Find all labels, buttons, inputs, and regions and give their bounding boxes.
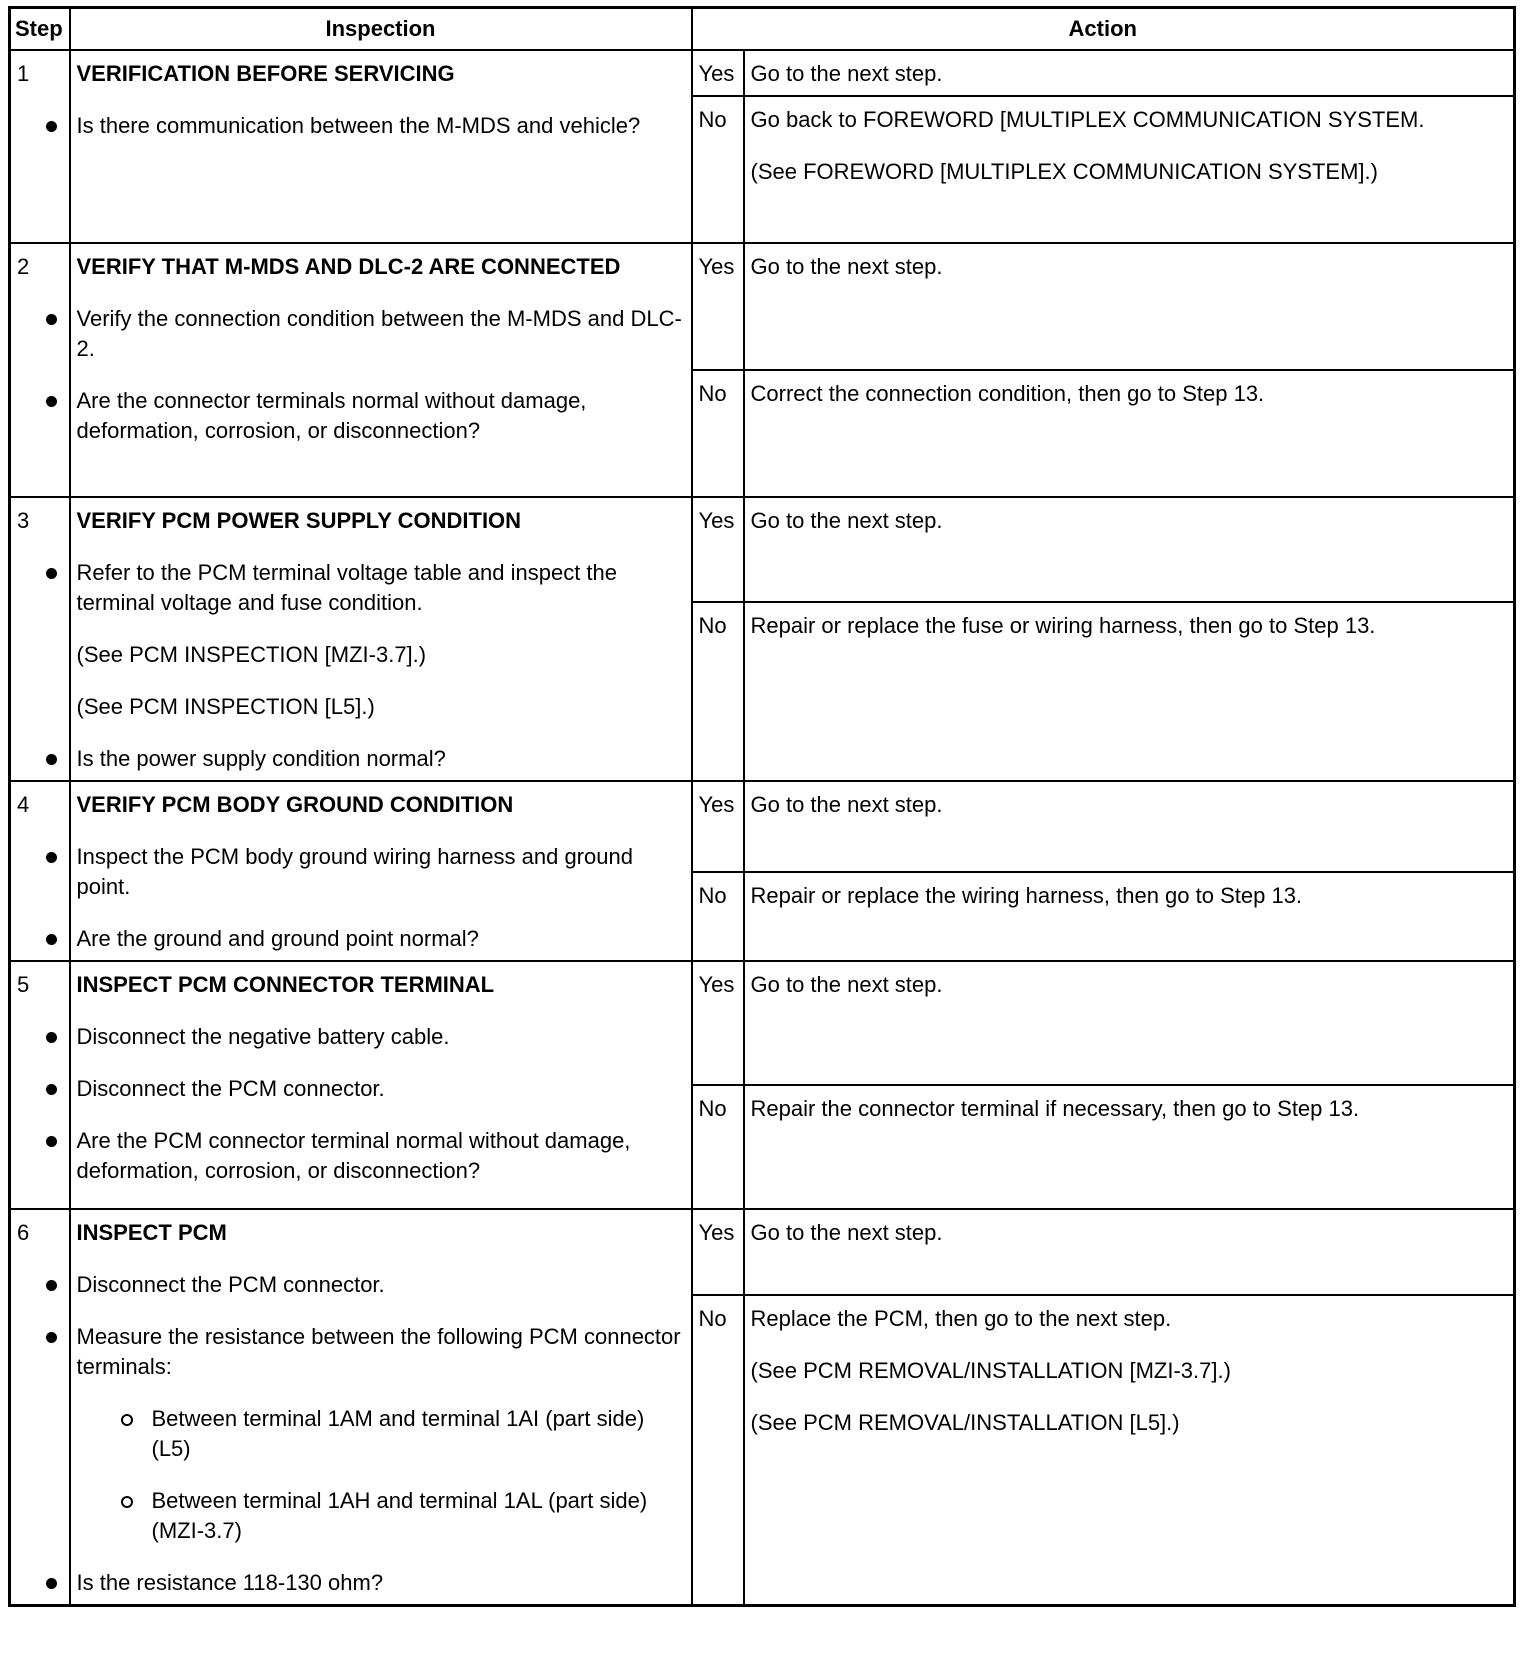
inspection-cell	[70, 781, 692, 961]
table-row	[10, 1209, 1515, 1295]
yes-label: Yes	[692, 1209, 744, 1295]
yes-label: Yes	[692, 781, 744, 872]
yes-action-cell	[744, 961, 1515, 1085]
table-row	[10, 50, 1515, 96]
inspection-bullet-item: Inspect the PCM body ground wiring harness and ground point.	[77, 842, 685, 902]
table-row	[10, 781, 1515, 872]
inspection-bullet-item: Is there communication between the M-MDS and vehicle?	[77, 111, 685, 141]
table-row	[10, 497, 1515, 602]
action-text: Repair the connector terminal if necessary, then go to Step 13.	[750, 1096, 1360, 1121]
yes-action-cell	[744, 497, 1515, 602]
inspection-title: VERIFY THAT M-MDS AND DLC-2 ARE CONNECTED	[76, 254, 621, 279]
inspection-table	[8, 6, 1516, 1607]
inspection-cell	[70, 497, 692, 781]
table-row	[10, 243, 1515, 370]
no-label: No	[692, 1295, 744, 1606]
inspection-cell	[70, 50, 692, 243]
inspection-bullet-item: Refer to the PCM terminal voltage table and inspect the terminal voltage and fuse condition.	[77, 558, 685, 618]
inspection-title: VERIFY PCM POWER SUPPLY CONDITION	[76, 508, 522, 533]
action-text: (See PCM REMOVAL/INSTALLATION [MZI-3.7].)	[750, 1358, 1231, 1383]
yes-action-cell	[744, 50, 1515, 96]
action-text: Go to the next step.	[750, 61, 943, 86]
action-text: Replace the PCM, then go to the next step.	[750, 1306, 1172, 1331]
no-action-cell	[744, 96, 1515, 243]
yes-label: Yes	[692, 50, 744, 96]
yes-label: Yes	[692, 961, 744, 1085]
action-text: Go to the next step.	[750, 1220, 943, 1245]
step-number: 6	[10, 1209, 70, 1606]
no-action-cell	[744, 1085, 1515, 1209]
inspection-title: VERIFICATION BEFORE SERVICING	[76, 61, 455, 86]
inspection-title: INSPECT PCM CONNECTOR TERMINAL	[76, 972, 495, 997]
action-text: Go to the next step.	[750, 792, 943, 817]
inspection-bullet-item: Measure the resistance between the following PCM connector terminals:	[77, 1322, 685, 1382]
inspection-reference: (See PCM INSPECTION [MZI-3.7].)	[76, 642, 427, 667]
action-header: Action	[692, 8, 1515, 51]
inspection-bullet-item: Is the power supply condition normal?	[77, 744, 685, 774]
action-text: Go to the next step.	[750, 254, 943, 279]
inspection-bullet-item: Are the PCM connector terminal normal without damage, deformation, corrosion, or disconnection?	[77, 1126, 685, 1186]
inspection-cell	[70, 1209, 692, 1606]
no-action-cell	[744, 602, 1515, 781]
inspection-header: Inspection	[70, 8, 692, 51]
diagnostic-procedure	[8, 6, 1513, 1607]
step-number: 4	[10, 781, 70, 961]
step-number: 5	[10, 961, 70, 1209]
inspection-bullet-item: Are the connector terminals normal without damage, deformation, corrosion, or disconnection?	[77, 386, 685, 446]
inspection-cell	[70, 961, 692, 1209]
header-row	[10, 8, 1515, 51]
yes-action-cell	[744, 781, 1515, 872]
action-text: Go to the next step.	[750, 972, 943, 997]
step-number: 3	[10, 497, 70, 781]
no-action-cell	[744, 1295, 1515, 1606]
action-text: Go to the next step.	[750, 508, 943, 533]
inspection-sub-item: Between terminal 1AH and terminal 1AL (part side) (MZI-3.7)	[152, 1486, 685, 1546]
yes-label: Yes	[692, 497, 744, 602]
no-action-cell	[744, 370, 1515, 497]
inspection-bullet-item: Verify the connection condition between the M-MDS and DLC-2.	[77, 304, 685, 364]
yes-action-cell	[744, 1209, 1515, 1295]
inspection-bullet-item: Disconnect the PCM connector.	[77, 1074, 685, 1104]
inspection-sub-item: Between terminal 1AM and terminal 1AI (part side) (L5)	[152, 1404, 685, 1464]
no-action-cell	[744, 872, 1515, 961]
inspection-title: VERIFY PCM BODY GROUND CONDITION	[76, 792, 514, 817]
table-row	[10, 961, 1515, 1085]
action-text: Correct the connection condition, then go to Step 13.	[750, 381, 1265, 406]
inspection-title: INSPECT PCM	[76, 1220, 227, 1245]
action-text: (See PCM REMOVAL/INSTALLATION [L5].)	[750, 1410, 1180, 1435]
no-label: No	[692, 370, 744, 497]
action-text: Repair or replace the wiring harness, then go to Step 13.	[750, 883, 1303, 909]
yes-action-cell	[744, 243, 1515, 370]
inspection-bullet-item: Disconnect the negative battery cable.	[77, 1022, 685, 1052]
action-text: Repair or replace the fuse or wiring harness, then go to Step 13.	[750, 613, 1376, 639]
inspection-bullet-item: Are the ground and ground point normal?	[77, 924, 685, 954]
no-label: No	[692, 1085, 744, 1209]
inspection-bullet-item: Disconnect the PCM connector.	[77, 1270, 685, 1300]
step-header: Step	[10, 8, 70, 51]
no-label: No	[692, 96, 744, 243]
no-label: No	[692, 872, 744, 961]
inspection-bullet-item: Is the resistance 118-130 ohm?	[77, 1568, 685, 1598]
no-label: No	[692, 602, 744, 781]
table-body	[10, 50, 1515, 1606]
step-number: 2	[10, 243, 70, 497]
action-text: (See FOREWORD [MULTIPLEX COMMUNICATION SYSTEM].)	[750, 159, 1378, 184]
yes-label: Yes	[692, 243, 744, 370]
step-number: 1	[10, 50, 70, 243]
action-text: Go back to FOREWORD [MULTIPLEX COMMUNICATION SYSTEM.	[750, 107, 1425, 132]
inspection-cell	[70, 243, 692, 497]
inspection-reference: (See PCM INSPECTION [L5].)	[76, 694, 375, 719]
